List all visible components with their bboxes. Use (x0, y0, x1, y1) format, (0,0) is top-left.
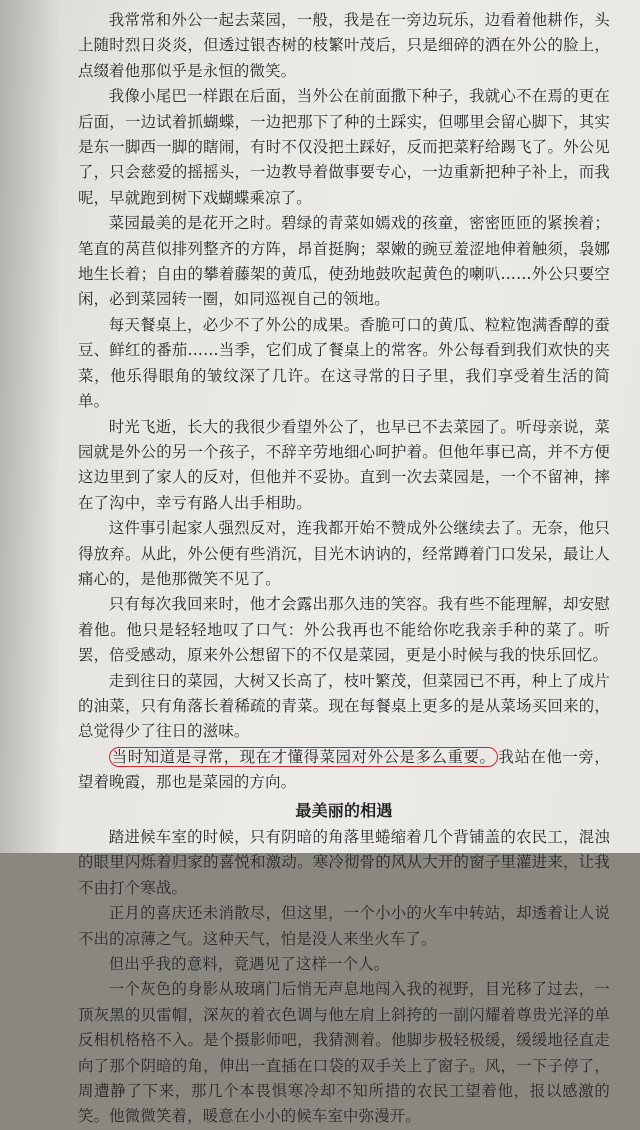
document-body (78, 8, 610, 1130)
paragraph: 只有每次我回来时，他才会露出那久违的笑容。我有些不能理解，却安慰着他。他只是轻轻地叹了口气：外公我再也不能给你吃我亲手种的菜了。听罢，倍受感动，原来外公想留下的不仅是菜园，更是小时候与我的快乐回忆。 (78, 595, 610, 665)
paragraph: 但出乎我的意料，竟遇见了这样一个人。 (108, 955, 390, 974)
paragraph: 正月的喜庆还未消散尽，但这里，一个小小的火车中转站，却透着让人说不出的凉薄之气。这种天气，怕是没人来坐火车了。 (78, 904, 610, 948)
paragraph: 每天餐桌上，必少不了外公的成果。香脆可口的黄瓜、粒粒饱满香醇的蚕豆、鲜红的番茄……当季，它们成了餐桌上的常客。外公每看到我们欢快的夹菜，他乐得眼角的皱纹深了几许。在这寻常的日子里，我们享受着生活的简单。 (78, 315, 610, 411)
paragraph: 踏进候车室的时候，只有阴暗的角落里蜷缩着几个背铺盖的农民工，混浊的眼里闪烁着归家的喜悦和激动。寒冷彻骨的风从大开的窗子里灌进来，让我不由打个寒战。 (78, 828, 610, 897)
highlight-continuation: 我站在他一旁，望着晚霞，那也是菜园的方向。 (78, 747, 610, 792)
paragraph: 这件事引起家人强烈反对，连我都开始不赞成外公继续去了。无奈，他只得放弃。从此，外公便有些消沉，目光木讷讷的，经常蹲着门口发呆，最让人痛心的，是他那微笑不见了。 (78, 519, 610, 588)
paragraph: 走到往日的菜园，大树又长高了，枝叶繁茂，但菜园已不再，种上了成片的油菜，只有角落长着稀疏的青菜。现在每餐桌上更多的是从菜场买回来的，总觉得少了往日的滋味。 (78, 671, 610, 741)
red-circled-highlight: 当时知道是寻常，现在才懂得菜园对外公是多么重要。 (109, 747, 499, 767)
page-shadow (0, 0, 60, 853)
essay-title: 最美丽的相遇 (295, 800, 393, 820)
paragraph-with-highlight (78, 745, 610, 796)
paragraph: 我像小尾巴一样跟在后面，当外公在前面撒下种子，我就心不在焉的更在后面，一边试着抓蝴蝶，一边把那下了种的土踩实，但哪里会留心脚下，其实是东一脚西一脚的瞎闹，有时不仅没把土踩好，反而把菜籽给踢飞了。外公见了，只会慈爱的摇摇头，一边教导着做事要专心，一边重新把种子补上，而我呢，早就跑到树下戏蝴蝶乘凉了。 (78, 87, 610, 207)
paragraph: 一个灰色的身影从玻璃门后悄无声息地闯入我的视野，目光移了过去，一顶灰黑的贝雷帽，深灰的着衣色调与他左肩上斜挎的一副闪耀着尊贵光泽的单反相机格格不入。是个摄影师吧，我猜测着。他脚步极轻极缓，缓缓地径直走向了那个阴暗的角，伸出一直插在口袋的双手关上了窗子。风，一下子停了，周遭静了下来，那几个本畏惧寒冷却不知所措的农民工望着他，报以感激的笑。他微微笑着，暖意在小小的候车室中弥漫开。 (78, 980, 610, 1126)
paragraph: 我常常和外公一起去菜园，一般，我是在一旁边玩乐，边看着他耕作，头上随时烈日炎炎，但透过银杏树的枝繁叶茂后，只是细碎的洒在外公的脸上，点缀着他那似乎是永恒的微笑。 (78, 11, 610, 80)
paragraph: 时光飞逝，长大的我很少看望外公了，也早已不去菜园了。听母亲说，菜园就是外公的另一个孩子，不辞辛劳地细心呵护着。但他年事已高，并不方便这边里到了家人的反对，但他并不妥协。直到一次去菜园是，一个不留神，摔在了沟中，幸亏有路人出手相助。 (78, 417, 610, 512)
paragraph: 菜园最美的是花开之时。碧绿的青菜如嫣戏的孩童，密密匝匝的紧挨着；笔直的莴苣似排列整齐的方阵，昂首挺胸；翠嫩的豌豆羞涩地伸着触须，袅娜地生长着；自由的攀着藤架的黄瓜，使劲地鼓吹起黄色的喇叭……外公只要空闲，必到菜园转一圈，如同巡视自己的领地。 (78, 214, 610, 309)
